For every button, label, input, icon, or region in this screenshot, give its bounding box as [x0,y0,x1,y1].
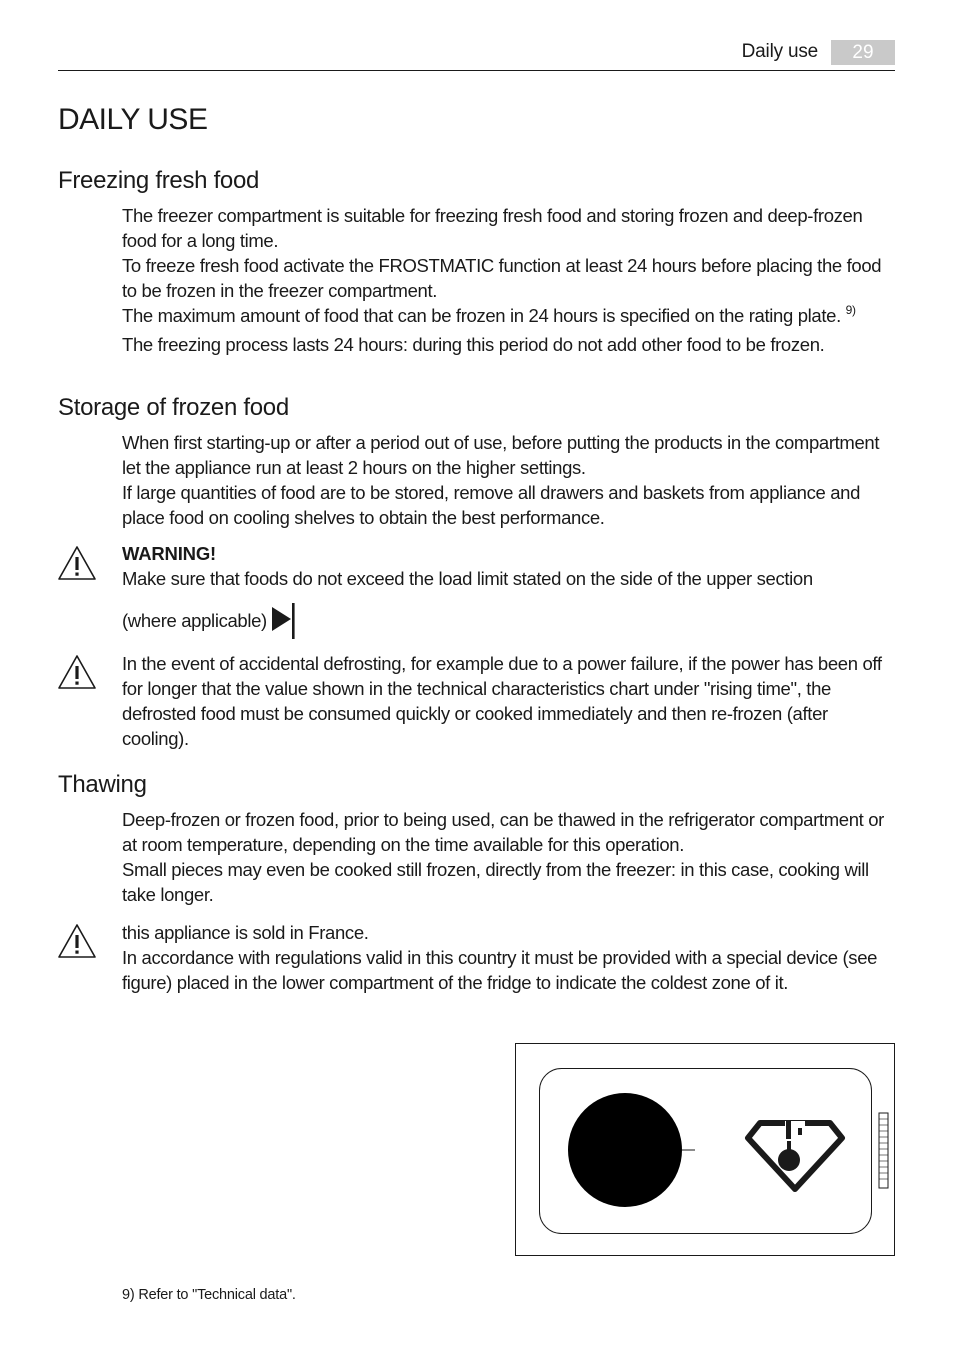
header-section-label: Daily use [741,41,818,62]
warning-text-applicable-label: (where applicable) [122,610,267,631]
warning-text: In the event of accidental defrosting, for example due to a power failure, if the power has been off for longer that the value shown in the technical characteristics chart under "rising time", the defrosted food must be consumed quickly or cooked immediately and then re-frozen (after cooling). [122,653,882,749]
paragraph [122,303,897,328]
ribbing [879,1119,888,1179]
freezing-fresh-food-body [122,203,897,357]
paragraph: When first starting-up or after a period out of use, before putting the products in the compartment let the appliance run at least 2 hours on the higher settings. [122,432,880,478]
temperature-indicator-dot-icon [568,1093,682,1207]
paragraph: Small pieces may even be cooked still frozen, directly from the freezer: in this case, cooking will take longer. [122,859,869,905]
warning-line: this appliance is sold in France. [122,922,369,943]
coldest-zone-symbol-icon [748,1121,842,1189]
page-number: 29 [831,40,895,65]
heading-freezing-fresh-food: Freezing fresh food [58,167,260,194]
heading-storage-of-frozen-food: Storage of frozen food [58,394,289,421]
load-limit-icon [271,603,297,639]
paragraph: To freeze fresh food activate the FROSTMATIC function at least 24 hours before placing the food to be frozen in the freezer compartment. [122,255,882,301]
footnote: 9) Refer to "Technical data". [122,1287,296,1303]
heading-thawing: Thawing [58,771,147,798]
warning-defrosting [122,651,897,751]
paragraph: If large quantities of food are to be stored, remove all drawers and baskets from appliance and place food on cooling shelves to obtain the best performance. [122,482,861,528]
paragraph-text: The maximum amount of food that can be frozen in 24 hours is specified on the rating plate. [122,305,841,326]
header-rule [58,70,895,71]
warning-triangle-icon [57,545,97,581]
paragraph: Deep-frozen or frozen food, prior to being used, can be thawed in the refrigerator compartment or at room temperature, depending on the time available for this operation. [122,809,884,855]
warning-france [122,920,897,995]
warning-triangle-icon [57,654,97,690]
footnote-reference: 9) [845,303,856,317]
warning-text: Make sure that foods do not exceed the load limit stated on the side of the upper section [122,568,813,589]
paragraph: The freezing process lasts 24 hours: during this period do not add other food to be frozen. [122,334,825,355]
storage-of-frozen-food-body [122,430,897,530]
temperature-indicator-figure [515,1043,895,1256]
warning-text: In accordance with regulations valid in this country it must be provided with a special device (see figure) placed in the lower compartment of the fridge to indicate the coldest zone of it. [122,947,878,993]
thawing-body [122,807,897,907]
paragraph: The freezer compartment is suitable for freezing fresh food and storing frozen and deep-frozen food for a long time. [122,205,863,251]
warning-title: WARNING! [122,543,216,564]
warning-load-limit [122,541,897,639]
warning-triangle-icon [57,923,97,959]
page-title: DAILY USE [58,103,208,136]
warning-text-applicable [122,603,897,639]
